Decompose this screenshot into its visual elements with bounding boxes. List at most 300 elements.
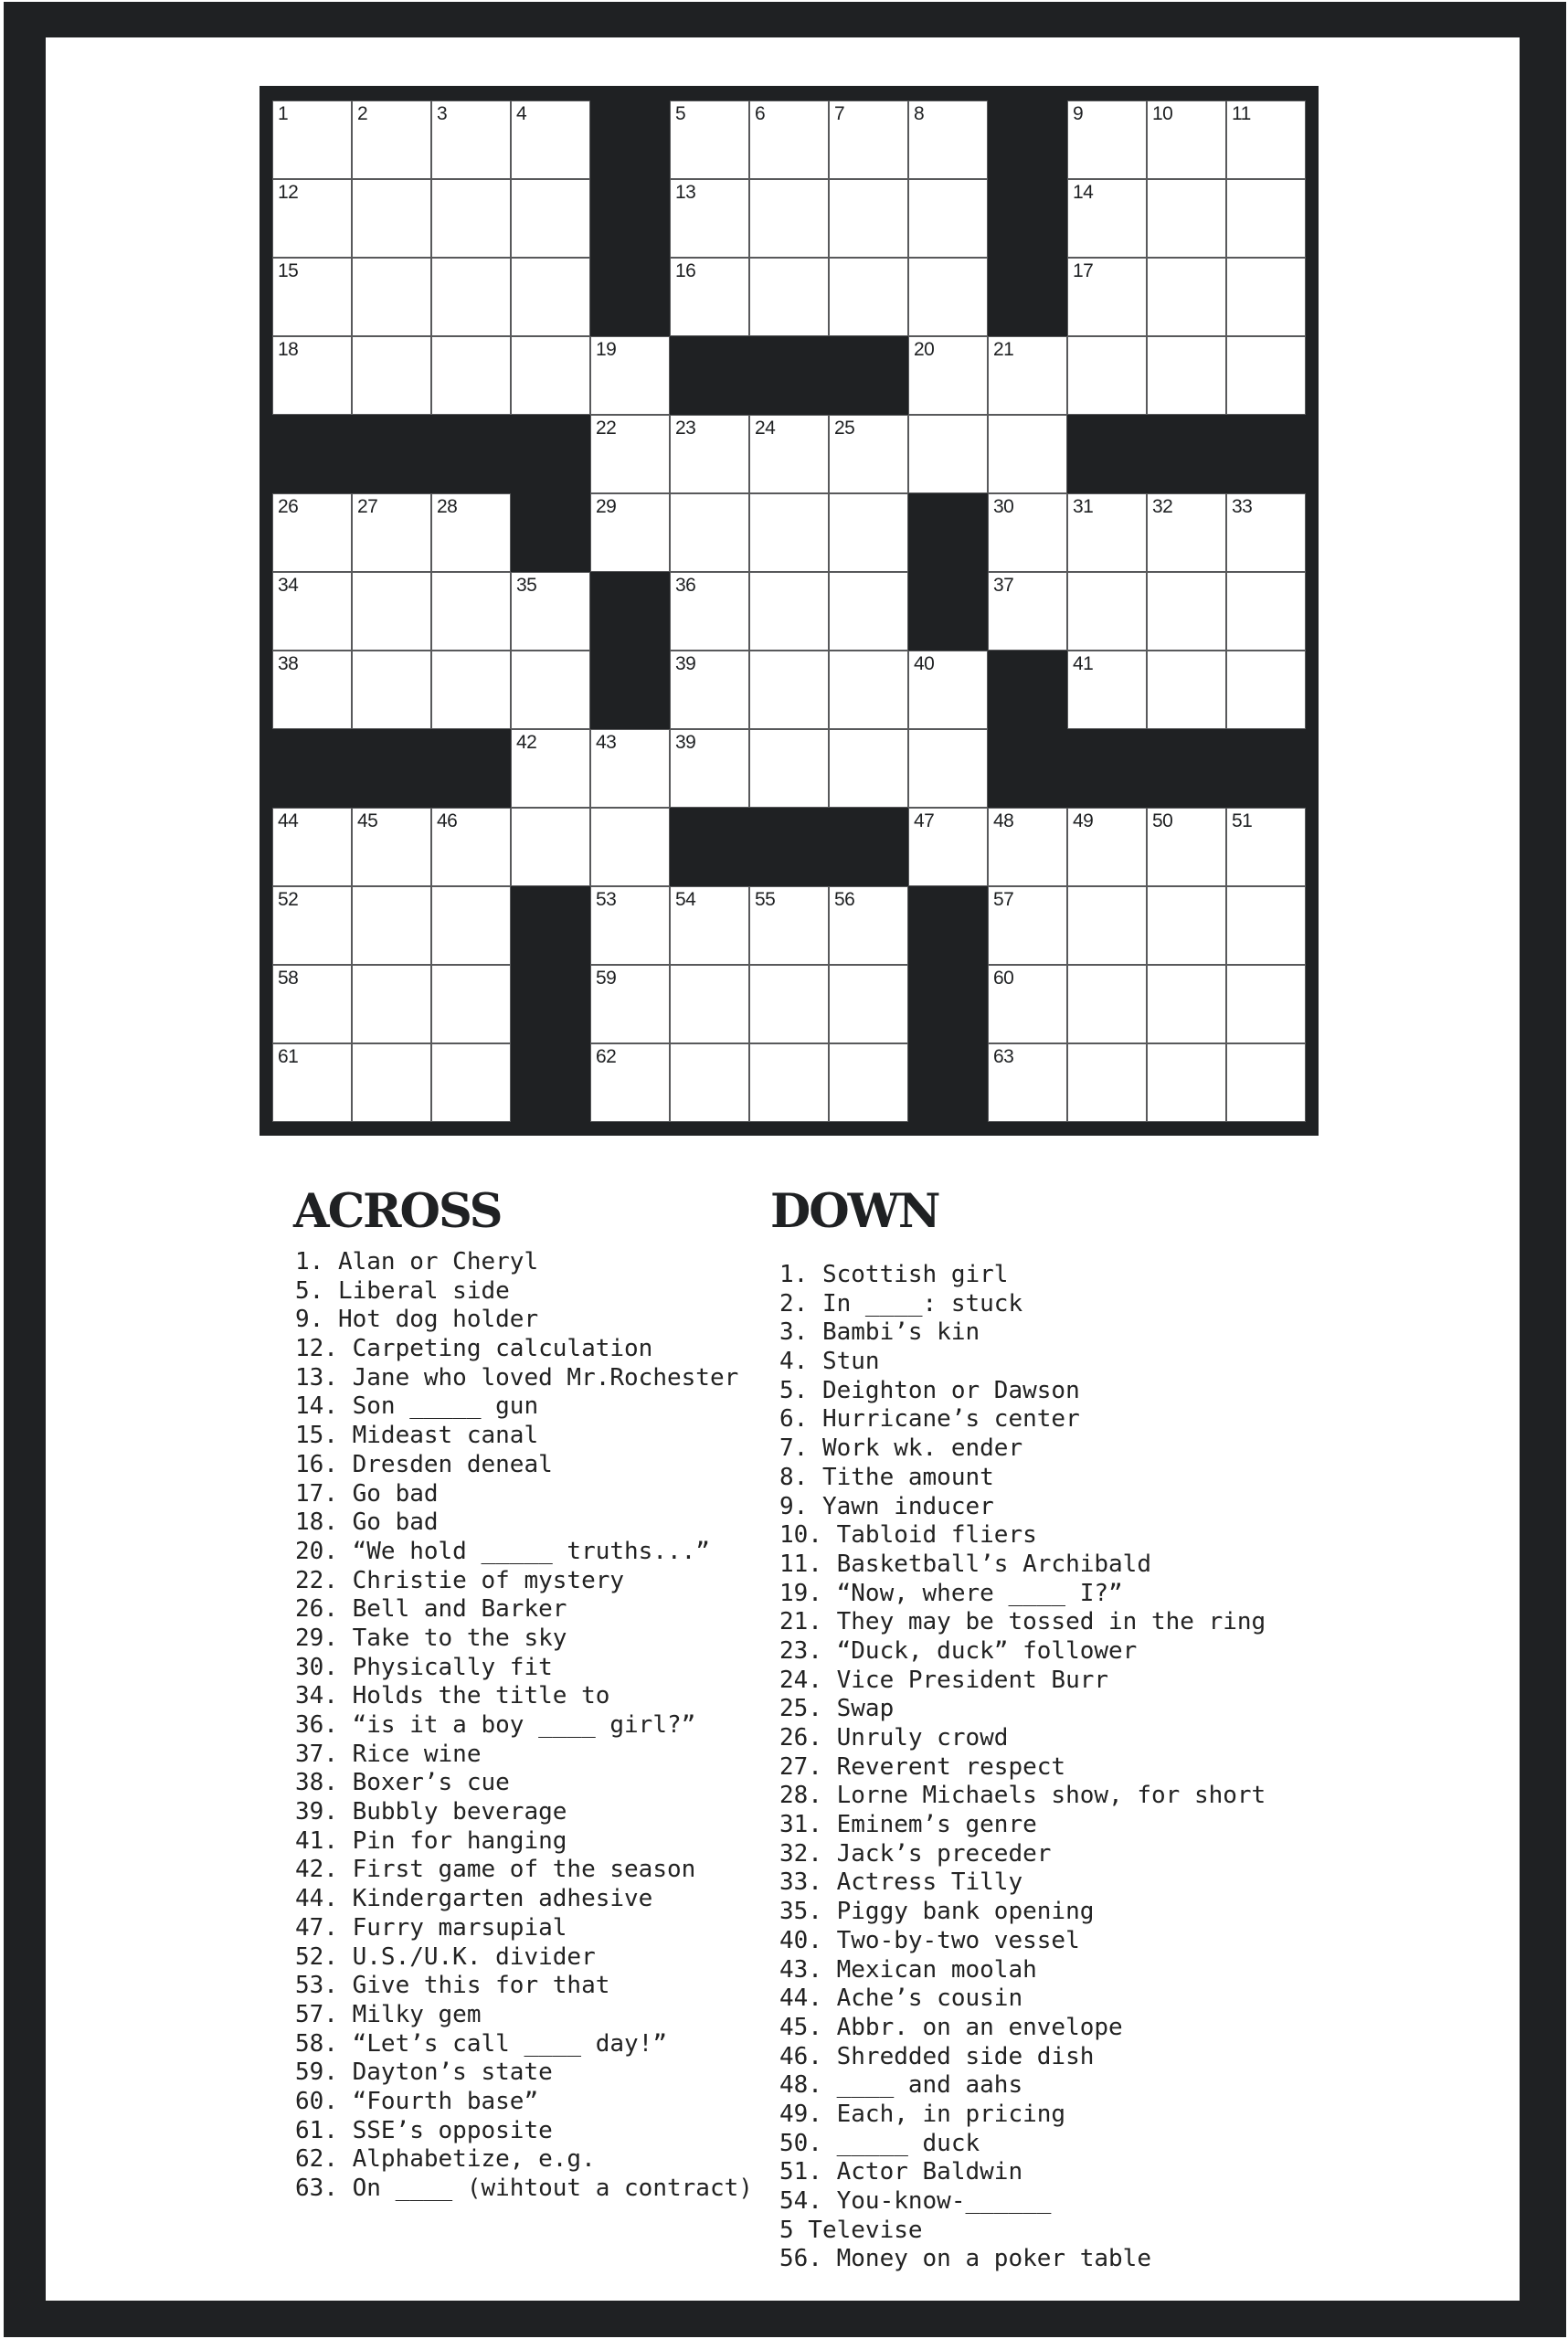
grid-cell[interactable] bbox=[908, 101, 988, 179]
black-cell bbox=[988, 729, 1067, 808]
grid-cell[interactable] bbox=[431, 493, 511, 572]
down-clue: 28. Lorne Michaels show, for short bbox=[779, 1782, 1266, 1810]
cell-number: 45 bbox=[357, 810, 378, 831]
cell-number: 41 bbox=[1073, 653, 1094, 674]
grid-cell[interactable] bbox=[590, 415, 670, 493]
cell-number: 7 bbox=[834, 103, 845, 124]
black-cell bbox=[908, 1043, 988, 1122]
grid-cell[interactable] bbox=[1067, 886, 1147, 965]
grid-cell[interactable] bbox=[1147, 493, 1226, 572]
cell-number: 60 bbox=[993, 968, 1014, 989]
cell-number: 34 bbox=[278, 575, 299, 596]
down-clue: 5 Televise bbox=[779, 2216, 923, 2244]
black-cell bbox=[749, 336, 829, 415]
black-cell bbox=[908, 965, 988, 1043]
across-clue: 34. Holds the title to bbox=[295, 1682, 610, 1710]
grid-cell[interactable] bbox=[272, 965, 352, 1043]
across-clue: 41. Pin for hanging bbox=[295, 1826, 567, 1855]
grid-cell[interactable] bbox=[749, 493, 829, 572]
grid-cell[interactable] bbox=[1226, 572, 1306, 651]
grid-cell[interactable] bbox=[829, 415, 908, 493]
cell-number: 25 bbox=[834, 418, 855, 439]
cell-number: 57 bbox=[993, 889, 1014, 910]
down-clue: 40. Two-by-two vessel bbox=[779, 1926, 1080, 1954]
down-clue: 49. Each, in pricing bbox=[779, 2100, 1066, 2128]
grid-cell[interactable] bbox=[988, 808, 1067, 886]
cell-number: 6 bbox=[755, 103, 766, 124]
grid-cell[interactable] bbox=[1226, 965, 1306, 1043]
grid-cell[interactable] bbox=[511, 808, 590, 886]
down-clue: 43. Mexican moolah bbox=[779, 1955, 1037, 1984]
grid-cell[interactable] bbox=[590, 1043, 670, 1122]
grid-cell[interactable] bbox=[908, 651, 988, 729]
grid-cell[interactable] bbox=[829, 729, 908, 808]
grid-cell[interactable] bbox=[1147, 1043, 1226, 1122]
grid-cell[interactable] bbox=[1067, 1043, 1147, 1122]
grid-cell[interactable] bbox=[1147, 572, 1226, 651]
black-cell bbox=[511, 493, 590, 572]
cell-number: 2 bbox=[357, 103, 368, 124]
down-clue: 35. Piggy bank opening bbox=[779, 1898, 1095, 1926]
grid-cell[interactable] bbox=[511, 651, 590, 729]
cell-number: 63 bbox=[993, 1046, 1014, 1067]
cell-number: 37 bbox=[993, 575, 1014, 596]
grid-cell[interactable] bbox=[352, 179, 431, 258]
across-clue: 53. Give this for that bbox=[295, 1972, 610, 2000]
across-clue: 58. “Let’s call ____ day!” bbox=[295, 2029, 667, 2058]
cell-number: 11 bbox=[1232, 103, 1251, 124]
cell-number: 39 bbox=[675, 732, 696, 753]
grid-cell[interactable] bbox=[749, 1043, 829, 1122]
across-clue: 47. Furry marsupial bbox=[295, 1913, 567, 1942]
grid-cell[interactable] bbox=[431, 101, 511, 179]
grid-cell[interactable] bbox=[272, 572, 352, 651]
down-clue: 5. Deighton or Dawson bbox=[779, 1376, 1080, 1404]
cell-number: 31 bbox=[1073, 496, 1094, 517]
across-clue: 38. Boxer’s cue bbox=[295, 1769, 510, 1797]
grid-cell[interactable] bbox=[988, 336, 1067, 415]
cell-number: 48 bbox=[993, 810, 1014, 831]
across-clue: 12. Carpeting calculation bbox=[295, 1335, 653, 1363]
cell-number: 30 bbox=[993, 496, 1014, 517]
across-clue: 15. Mideast canal bbox=[295, 1422, 539, 1450]
grid-cell[interactable] bbox=[590, 965, 670, 1043]
black-cell bbox=[590, 101, 670, 179]
crossword-grid bbox=[272, 101, 1306, 1122]
grid-cell[interactable] bbox=[272, 258, 352, 336]
down-clue: 24. Vice President Burr bbox=[779, 1666, 1109, 1694]
down-clue: 11. Basketball’s Archibald bbox=[779, 1550, 1151, 1578]
grid-cell[interactable] bbox=[908, 179, 988, 258]
across-clue: 5. Liberal side bbox=[295, 1276, 510, 1305]
grid-cell[interactable] bbox=[352, 336, 431, 415]
cell-number: 59 bbox=[596, 968, 617, 989]
black-cell bbox=[908, 886, 988, 965]
grid-cell[interactable] bbox=[1226, 886, 1306, 965]
black-cell bbox=[1226, 415, 1306, 493]
across-clue: 62. Alphabetize, e.g. bbox=[295, 2145, 596, 2174]
black-cell bbox=[352, 729, 431, 808]
grid-cell[interactable] bbox=[1067, 493, 1147, 572]
black-cell bbox=[511, 886, 590, 965]
black-cell bbox=[590, 179, 670, 258]
grid-cell[interactable] bbox=[829, 179, 908, 258]
black-cell bbox=[590, 572, 670, 651]
grid-cell[interactable] bbox=[272, 808, 352, 886]
grid-cell[interactable] bbox=[908, 808, 988, 886]
grid-cell[interactable] bbox=[352, 493, 431, 572]
cell-number: 51 bbox=[1232, 810, 1253, 831]
grid-cell[interactable] bbox=[749, 258, 829, 336]
grid-cell[interactable] bbox=[908, 258, 988, 336]
grid-cell[interactable] bbox=[511, 101, 590, 179]
down-clue: 9. Yawn inducer bbox=[779, 1492, 994, 1520]
down-clue: 50. _____ duck bbox=[779, 2129, 980, 2157]
cell-number: 19 bbox=[596, 339, 617, 360]
across-clue: 42. First game of the season bbox=[295, 1856, 696, 1884]
cell-number: 50 bbox=[1152, 810, 1173, 831]
grid-cell[interactable] bbox=[431, 572, 511, 651]
grid-cell[interactable] bbox=[1147, 651, 1226, 729]
grid-cell[interactable] bbox=[431, 1043, 511, 1122]
cell-number: 12 bbox=[278, 182, 299, 203]
across-clue: 52. U.S./U.K. divider bbox=[295, 1942, 596, 1971]
down-clue: 51. Actor Baldwin bbox=[779, 2158, 1023, 2186]
black-cell bbox=[829, 808, 908, 886]
grid-cell[interactable] bbox=[1226, 179, 1306, 258]
grid-cell[interactable] bbox=[670, 101, 749, 179]
black-cell bbox=[1147, 729, 1226, 808]
down-clue: 4. Stun bbox=[779, 1348, 880, 1376]
across-clue-list bbox=[295, 1248, 753, 2204]
grid-cell[interactable] bbox=[1067, 258, 1147, 336]
black-cell bbox=[1147, 415, 1226, 493]
grid-cell[interactable] bbox=[670, 179, 749, 258]
cell-number: 32 bbox=[1152, 496, 1173, 517]
grid-cell[interactable] bbox=[829, 965, 908, 1043]
grid-cell[interactable] bbox=[431, 651, 511, 729]
grid-cell[interactable] bbox=[988, 572, 1067, 651]
cell-number: 49 bbox=[1073, 810, 1094, 831]
black-cell bbox=[431, 415, 511, 493]
grid-cell[interactable] bbox=[749, 965, 829, 1043]
down-clue: 45. Abbr. on an envelope bbox=[779, 2013, 1123, 2041]
grid-cell[interactable] bbox=[1147, 101, 1226, 179]
grid-cell[interactable] bbox=[511, 729, 590, 808]
grid-cell[interactable] bbox=[1147, 886, 1226, 965]
grid-cell[interactable] bbox=[1147, 808, 1226, 886]
grid-cell[interactable] bbox=[670, 965, 749, 1043]
cell-number: 4 bbox=[516, 103, 527, 124]
grid-cell[interactable] bbox=[1147, 258, 1226, 336]
grid-cell[interactable] bbox=[431, 886, 511, 965]
across-heading: ACROSS bbox=[293, 1184, 502, 1239]
grid-cell[interactable] bbox=[749, 651, 829, 729]
black-cell bbox=[590, 258, 670, 336]
grid-cell[interactable] bbox=[829, 101, 908, 179]
cell-number: 40 bbox=[914, 653, 935, 674]
grid-cell[interactable] bbox=[272, 886, 352, 965]
across-clue: 29. Take to the sky bbox=[295, 1624, 567, 1652]
across-clue: 30. Physically fit bbox=[295, 1653, 553, 1681]
grid-cell[interactable] bbox=[431, 965, 511, 1043]
grid-cell[interactable] bbox=[988, 886, 1067, 965]
black-cell bbox=[590, 651, 670, 729]
across-clue: 18. Go bad bbox=[295, 1508, 439, 1537]
down-heading: DOWN bbox=[770, 1184, 939, 1239]
down-clue: 54. You-know-______ bbox=[779, 2187, 1052, 2215]
cell-number: 14 bbox=[1073, 182, 1094, 203]
down-clue: 19. “Now, where ____ I?” bbox=[779, 1579, 1123, 1607]
grid-cell[interactable] bbox=[670, 493, 749, 572]
black-cell bbox=[988, 651, 1067, 729]
grid-cell[interactable] bbox=[590, 808, 670, 886]
grid-cell[interactable] bbox=[590, 336, 670, 415]
grid-cell[interactable] bbox=[352, 651, 431, 729]
cell-number: 61 bbox=[278, 1046, 299, 1067]
grid-cell[interactable] bbox=[1067, 179, 1147, 258]
grid-cell[interactable] bbox=[988, 1043, 1067, 1122]
grid-cell[interactable] bbox=[670, 1043, 749, 1122]
grid-cell[interactable] bbox=[352, 258, 431, 336]
grid-cell[interactable] bbox=[272, 493, 352, 572]
black-cell bbox=[511, 965, 590, 1043]
cell-number: 9 bbox=[1073, 103, 1084, 124]
grid-cell[interactable] bbox=[749, 572, 829, 651]
down-clue: 32. Jack’s preceder bbox=[779, 1839, 1052, 1868]
grid-cell[interactable] bbox=[1147, 179, 1226, 258]
grid-cell[interactable] bbox=[749, 415, 829, 493]
black-cell bbox=[511, 415, 590, 493]
crossword-grid-frame bbox=[260, 86, 1319, 1136]
across-clue: 16. Dresden deneal bbox=[295, 1450, 553, 1478]
grid-cell[interactable] bbox=[352, 965, 431, 1043]
grid-cell[interactable] bbox=[1226, 101, 1306, 179]
cell-number: 38 bbox=[278, 653, 299, 674]
grid-cell[interactable] bbox=[1067, 651, 1147, 729]
cell-number: 21 bbox=[993, 339, 1014, 360]
grid-cell[interactable] bbox=[1226, 1043, 1306, 1122]
grid-cell[interactable] bbox=[749, 886, 829, 965]
grid-cell[interactable] bbox=[511, 336, 590, 415]
cell-number: 55 bbox=[755, 889, 776, 910]
grid-cell[interactable] bbox=[670, 651, 749, 729]
cell-number: 62 bbox=[596, 1046, 617, 1067]
grid-cell[interactable] bbox=[988, 965, 1067, 1043]
cell-number: 46 bbox=[437, 810, 458, 831]
grid-cell[interactable] bbox=[908, 729, 988, 808]
cell-number: 5 bbox=[675, 103, 686, 124]
cell-number: 23 bbox=[675, 418, 696, 439]
down-clue: 33. Actress Tilly bbox=[779, 1868, 1023, 1897]
grid-cell[interactable] bbox=[272, 1043, 352, 1122]
down-clue: 46. Shredded side dish bbox=[779, 2042, 1095, 2070]
grid-cell[interactable] bbox=[670, 258, 749, 336]
cell-number: 43 bbox=[596, 732, 617, 753]
black-cell bbox=[829, 336, 908, 415]
cell-number: 53 bbox=[596, 889, 617, 910]
cell-number: 18 bbox=[278, 339, 299, 360]
across-clue: 60. “Fourth base” bbox=[295, 2087, 539, 2115]
black-cell bbox=[1067, 729, 1147, 808]
black-cell bbox=[1067, 415, 1147, 493]
grid-cell[interactable] bbox=[1067, 336, 1147, 415]
grid-cell[interactable] bbox=[272, 651, 352, 729]
across-clue: 17. Go bad bbox=[295, 1479, 439, 1508]
down-clue: 6. Hurricane’s center bbox=[779, 1405, 1080, 1434]
cell-number: 58 bbox=[278, 968, 299, 989]
black-cell bbox=[431, 729, 511, 808]
cell-number: 16 bbox=[675, 260, 696, 281]
black-cell bbox=[511, 1043, 590, 1122]
grid-cell[interactable] bbox=[829, 493, 908, 572]
cell-number: 39 bbox=[675, 653, 696, 674]
down-clue: 3. Bambi’s kin bbox=[779, 1318, 980, 1347]
down-clue: 23. “Duck, duck” follower bbox=[779, 1636, 1138, 1665]
cell-number: 13 bbox=[675, 182, 696, 203]
black-cell bbox=[670, 808, 749, 886]
grid-cell[interactable] bbox=[511, 572, 590, 651]
across-clue: 59. Dayton’s state bbox=[295, 2059, 553, 2087]
cell-number: 3 bbox=[437, 103, 448, 124]
grid-cell[interactable] bbox=[1067, 101, 1147, 179]
cell-number: 26 bbox=[278, 496, 299, 517]
black-cell bbox=[749, 808, 829, 886]
cell-number: 17 bbox=[1073, 260, 1094, 281]
black-cell bbox=[670, 336, 749, 415]
down-clue: 48. ____ and aahs bbox=[779, 2071, 1023, 2100]
down-clue: 2. In ____: stuck bbox=[779, 1289, 1023, 1318]
down-clue: 21. They may be tossed in the ring bbox=[779, 1608, 1266, 1636]
cell-number: 42 bbox=[516, 732, 537, 753]
grid-cell[interactable] bbox=[749, 179, 829, 258]
black-cell bbox=[272, 729, 352, 808]
black-cell bbox=[352, 415, 431, 493]
across-clue: 63. On ____ (wihtout a contract) bbox=[295, 2175, 753, 2202]
grid-cell[interactable] bbox=[352, 572, 431, 651]
across-clue: 44. Kindergarten adhesive bbox=[295, 1885, 653, 1913]
cell-number: 44 bbox=[278, 810, 299, 831]
grid-cell[interactable] bbox=[431, 336, 511, 415]
black-cell bbox=[908, 493, 988, 572]
grid-cell[interactable] bbox=[1226, 808, 1306, 886]
cell-number: 33 bbox=[1232, 496, 1253, 517]
grid-cell[interactable] bbox=[829, 572, 908, 651]
grid-cell[interactable] bbox=[749, 729, 829, 808]
grid-cell[interactable] bbox=[670, 886, 749, 965]
cell-number: 20 bbox=[914, 339, 935, 360]
grid-cell[interactable] bbox=[352, 1043, 431, 1122]
grid-cell[interactable] bbox=[908, 336, 988, 415]
grid-cell[interactable] bbox=[590, 886, 670, 965]
cell-number: 36 bbox=[675, 575, 696, 596]
grid-cell[interactable] bbox=[749, 101, 829, 179]
black-cell bbox=[988, 101, 1067, 179]
grid-cell[interactable] bbox=[829, 1043, 908, 1122]
across-clue: 61. SSE’s opposite bbox=[295, 2116, 553, 2144]
cell-number: 10 bbox=[1152, 103, 1173, 124]
across-clue: 22. Christie of mystery bbox=[295, 1566, 625, 1594]
down-clue: 56. Money on a poker table bbox=[779, 2245, 1151, 2273]
grid-cell[interactable] bbox=[511, 179, 590, 258]
cell-number: 8 bbox=[914, 103, 925, 124]
across-clue: 20. “We hold _____ truths...” bbox=[295, 1537, 710, 1565]
black-cell bbox=[988, 179, 1067, 258]
grid-cell[interactable] bbox=[670, 729, 749, 808]
grid-cell[interactable] bbox=[670, 572, 749, 651]
grid-cell[interactable] bbox=[590, 493, 670, 572]
grid-cell[interactable] bbox=[352, 101, 431, 179]
grid-cell[interactable] bbox=[272, 179, 352, 258]
grid-cell[interactable] bbox=[1226, 651, 1306, 729]
cell-number: 47 bbox=[914, 810, 935, 831]
down-clue: 44. Ache’s cousin bbox=[779, 1984, 1023, 2013]
grid-cell[interactable] bbox=[829, 886, 908, 965]
cell-number: 24 bbox=[755, 418, 776, 439]
across-clue: 14. Son _____ gun bbox=[295, 1392, 539, 1421]
grid-cell[interactable] bbox=[1147, 965, 1226, 1043]
down-clue: 25. Swap bbox=[779, 1695, 895, 1723]
across-clue: 37. Rice wine bbox=[295, 1740, 482, 1768]
grid-cell[interactable] bbox=[352, 808, 431, 886]
across-clue: 26. Bell and Barker bbox=[295, 1595, 567, 1624]
down-clue: 31. Eminem’s genre bbox=[779, 1811, 1037, 1839]
cell-number: 54 bbox=[675, 889, 696, 910]
grid-cell[interactable] bbox=[1147, 336, 1226, 415]
grid-cell[interactable] bbox=[988, 415, 1067, 493]
grid-cell[interactable] bbox=[590, 729, 670, 808]
down-clue: 7. Work wk. ender bbox=[779, 1434, 1023, 1463]
grid-cell[interactable] bbox=[431, 808, 511, 886]
across-clue: 36. “is it a boy ____ girl?” bbox=[295, 1711, 696, 1739]
down-clue: 10. Tabloid fliers bbox=[779, 1521, 1037, 1550]
grid-cell[interactable] bbox=[1226, 258, 1306, 336]
grid-cell[interactable] bbox=[829, 651, 908, 729]
down-clue: 26. Unruly crowd bbox=[779, 1724, 1009, 1752]
cell-number: 56 bbox=[834, 889, 855, 910]
grid-cell[interactable] bbox=[988, 493, 1067, 572]
across-clue: 57. Milky gem bbox=[295, 2000, 482, 2028]
grid-cell[interactable] bbox=[511, 258, 590, 336]
grid-cell[interactable] bbox=[272, 336, 352, 415]
grid-cell[interactable] bbox=[670, 415, 749, 493]
grid-cell[interactable] bbox=[829, 258, 908, 336]
grid-cell[interactable] bbox=[1067, 808, 1147, 886]
black-cell bbox=[908, 572, 988, 651]
across-clue: 1. Alan or Cheryl bbox=[295, 1248, 539, 1275]
across-clue: 13. Jane who loved Mr.Rochester bbox=[295, 1363, 739, 1392]
grid-cell[interactable] bbox=[908, 415, 988, 493]
down-clue: 1. Scottish girl bbox=[779, 1261, 1009, 1288]
cell-number: 52 bbox=[278, 889, 299, 910]
down-clue-list bbox=[779, 1261, 1266, 2274]
grid-cell[interactable] bbox=[1226, 336, 1306, 415]
grid-cell[interactable] bbox=[1226, 493, 1306, 572]
grid-cell[interactable] bbox=[431, 179, 511, 258]
cell-number: 35 bbox=[516, 575, 537, 596]
cell-number: 22 bbox=[596, 418, 617, 439]
grid-cell[interactable] bbox=[1067, 572, 1147, 651]
down-clue: 8. Tithe amount bbox=[779, 1463, 994, 1491]
cell-number: 1 bbox=[278, 103, 289, 124]
grid-cell[interactable] bbox=[1067, 965, 1147, 1043]
grid-cell[interactable] bbox=[352, 886, 431, 965]
cell-number: 15 bbox=[278, 260, 299, 281]
grid-cell[interactable] bbox=[272, 101, 352, 179]
cell-number: 27 bbox=[357, 496, 378, 517]
grid-cell[interactable] bbox=[431, 258, 511, 336]
cell-number: 29 bbox=[596, 496, 617, 517]
